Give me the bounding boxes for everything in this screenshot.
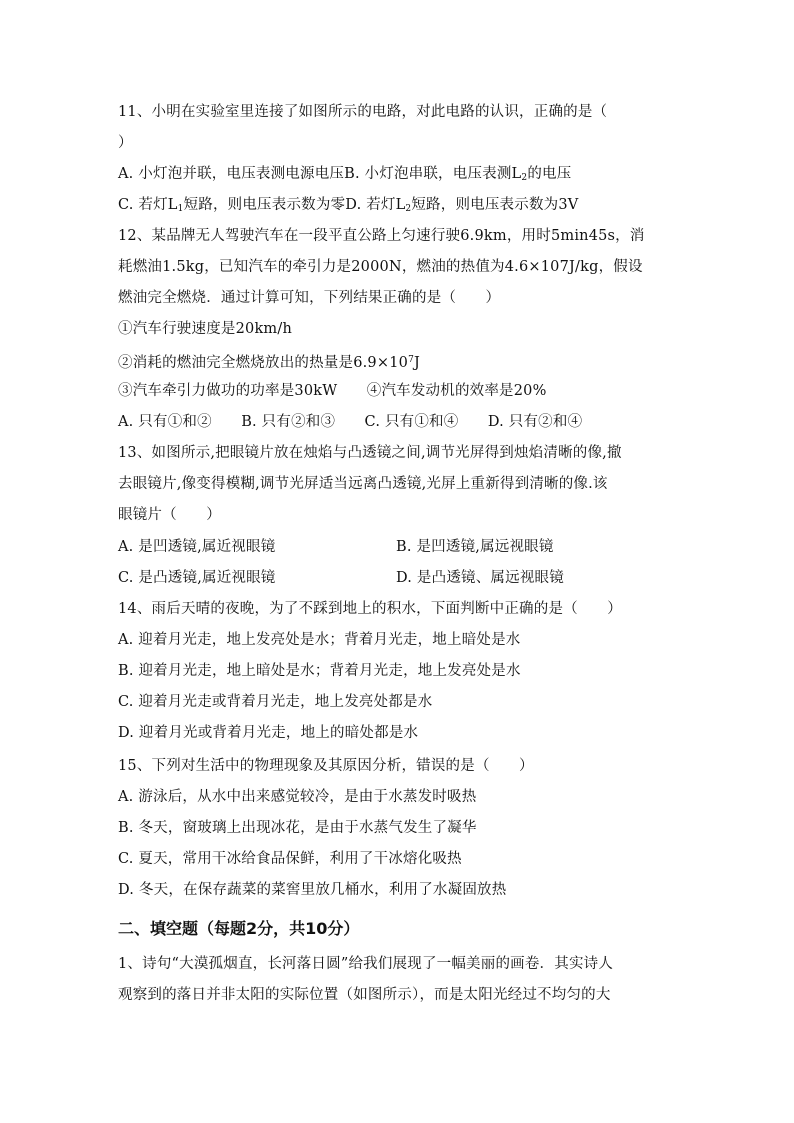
q13-option-b: B. 是凹透镜,属远视眼镜 bbox=[396, 539, 554, 555]
q11-option-a-b bbox=[118, 164, 571, 188]
q15-option-c: C. 夏天，常用干冰给食品保鲜，利用了干冰熔化吸热 bbox=[118, 851, 462, 867]
subscript: 2 bbox=[405, 204, 412, 214]
q12-statement-1: ①汽车行驶速度是20km/h bbox=[118, 321, 293, 337]
superscript: 7 bbox=[408, 355, 414, 365]
q13-option-a: A. 是凹透镜,属近视眼镜 bbox=[118, 539, 276, 555]
q12-stem-line-3: 燃油完全燃烧．通过计算可知，下列结果正确的是（ ） bbox=[118, 290, 501, 306]
q11-option-d-tail: 短路，则电压表示数为3V bbox=[411, 197, 579, 213]
q15-option-d: D. 冬天，在保存蔬菜的菜窖里放几桶水，利用了水凝固放热 bbox=[118, 882, 507, 898]
q13-option-d: D. 是凸透镜、属远视眼镜 bbox=[396, 570, 564, 586]
q12-stem-line-2: 耗燃油1.5kg，已知汽车的牵引力是2000N，燃油的热值为4.6×107J/kg，假设 bbox=[118, 259, 643, 275]
q11-stem-line-1: 11、小明在实验室里连接了如图所示的电路，对此电路的认识，正确的是（ bbox=[118, 104, 608, 120]
q15-option-b: B. 冬天，窗玻璃上出现冰花，是由于水蒸气发生了凝华 bbox=[118, 820, 477, 836]
q14-option-c: C. 迎着月光走或背着月光走，地上发亮处都是水 bbox=[118, 694, 433, 710]
q11-option-a-text: A. 小灯泡并联，电压表测电源电压B. 小灯泡串联，电压表测L bbox=[118, 166, 522, 182]
q14-stem: 14、雨后天晴的夜晚，为了不踩到地上的积水，下面判断中正确的是（ ） bbox=[118, 601, 622, 617]
q12-statement-2 bbox=[118, 350, 420, 373]
q14-option-d: D. 迎着月光或背着月光走，地上的暗处都是水 bbox=[118, 725, 419, 741]
q14-option-b: B. 迎着月光走，地上暗处是水；背着月光走，地上发亮处是水 bbox=[118, 663, 521, 679]
q13-option-row-1 bbox=[118, 537, 554, 557]
q12-stem-line-1: 12、某品牌无人驾驶汽车在一段平直公路上匀速行驶6.9km，用时5min45s，消 bbox=[118, 228, 645, 244]
q13-option-c: C. 是凸透镜,属近视眼镜 bbox=[118, 570, 276, 586]
subscript: 1 bbox=[177, 204, 184, 214]
q15-stem: 15、下列对生活中的物理现象及其原因分析，错误的是（ ） bbox=[118, 758, 534, 774]
q11-option-c-d bbox=[118, 195, 578, 219]
q12-statement-2-text: ②消耗的燃油完全燃烧放出的热量是6.9×10 bbox=[118, 355, 409, 371]
q13-stem-line-3: 眼镜片（ ） bbox=[118, 507, 221, 523]
q15-option-a: A. 游泳后，从水中出来感觉较冷，是由于水蒸发时吸热 bbox=[118, 789, 477, 805]
q11-option-c-mid: 短路，则电压表示数为零D. 若灯L bbox=[183, 197, 406, 213]
q11-option-b-tail: 的电压 bbox=[527, 166, 572, 182]
q12-statements-3-4: ③汽车牵引力做功的功率是30kW ④汽车发动机的效率是20% bbox=[118, 383, 547, 399]
q13-stem-line-1: 13、如图所示,把眼镜片放在烛焰与凸透镜之间,调节光屏得到烛焰清晰的像,撤 bbox=[118, 445, 622, 461]
q11-stem-line-2: ） bbox=[118, 135, 133, 151]
q12-statement-2-unit: J bbox=[414, 355, 421, 371]
q13-option-row-2 bbox=[118, 568, 564, 588]
q12-options: A. 只有①和② B. 只有②和③ C. 只有①和④ D. 只有②和④ bbox=[118, 414, 583, 430]
fill1-line-2: 观察到的落日并非太阳的实际位置（如图所示），而是太阳光经过不均匀的大 bbox=[118, 987, 611, 1003]
q11-option-c-pre: C. 若灯L bbox=[118, 197, 178, 213]
section-title-fill-in: 二、填空题（每题2分，共10分） bbox=[118, 919, 360, 938]
fill1-line-1: 1、诗句“大漠孤烟直，长河落日圆”给我们展现了一幅美丽的画卷．其实诗人 bbox=[118, 956, 614, 972]
q14-option-a: A. 迎着月光走，地上发亮处是水；背着月光走，地上暗处是水 bbox=[118, 632, 521, 648]
q13-stem-line-2: 去眼镜片,像变得模糊,调节光屏适当远离凸透镜,光屏上重新得到清晰的像.该 bbox=[118, 476, 608, 492]
subscript: 2 bbox=[521, 173, 528, 183]
